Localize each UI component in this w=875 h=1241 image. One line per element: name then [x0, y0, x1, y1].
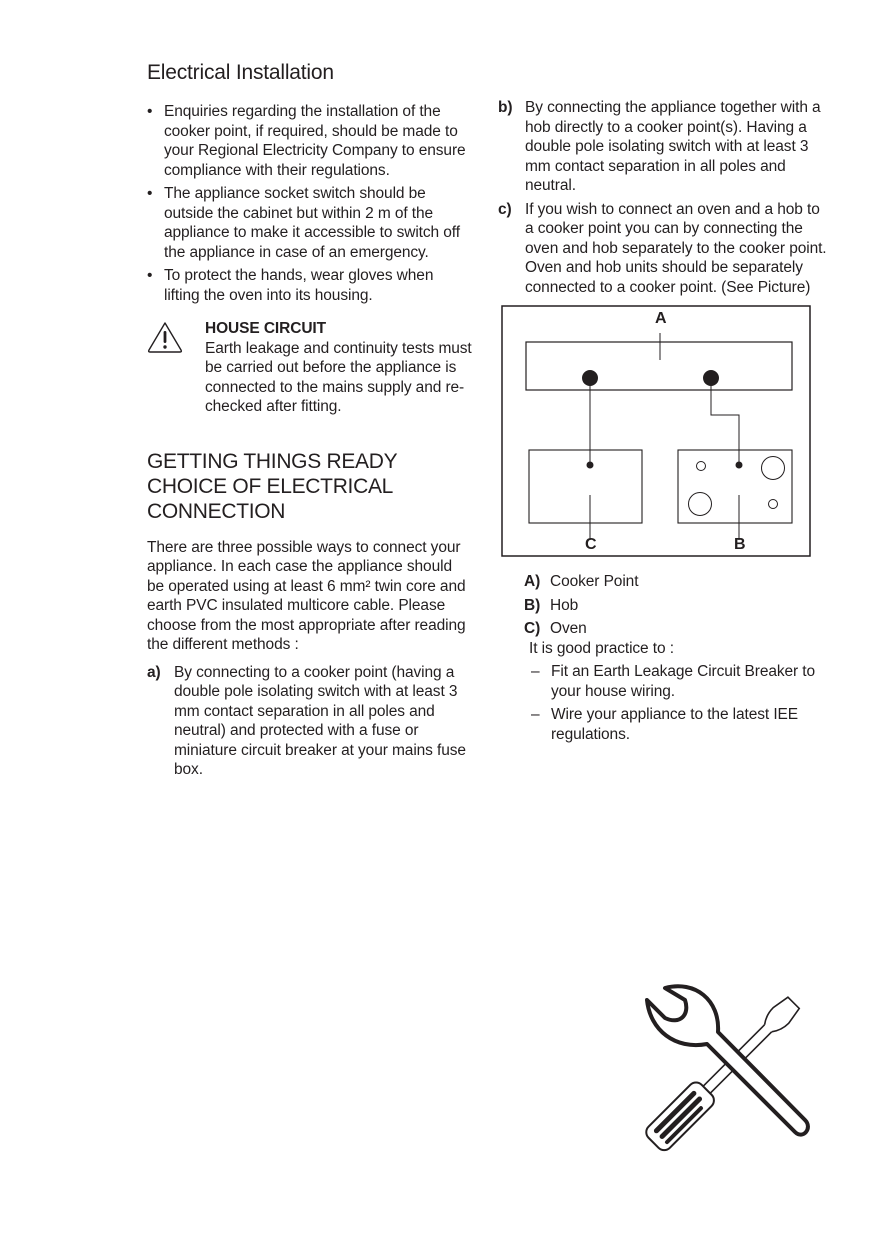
legend-letter: C): [524, 620, 541, 637]
dash-marker: –: [531, 706, 540, 723]
legend-text: Hob: [550, 596, 579, 614]
warning-text: Earth leakage and continuity tests must be carried out before the appliance is connected to the mains supply and re-checked after fitting.: [205, 339, 472, 415]
warning-body: [205, 319, 472, 417]
method-c: [498, 200, 828, 298]
method-letter: b): [498, 99, 513, 116]
legend-text: Oven: [550, 620, 587, 637]
good-practice-item: [529, 705, 828, 744]
dash-marker: –: [531, 663, 540, 680]
bullet-item: • Enquiries regarding the installation of the cooker point, if required, should be made to your Regional Electricity Company to ensure compliance with their regulations.: [147, 102, 472, 180]
warning-triangle-icon: [147, 319, 205, 417]
diagram-legend: [524, 572, 828, 744]
diagram-label-c: C: [585, 536, 597, 553]
method-letter: c): [498, 200, 512, 218]
method-b: [498, 98, 828, 196]
good-practice-item: [529, 662, 828, 701]
installation-bullets: [147, 102, 472, 305]
legend-text: Cooker Point: [550, 573, 639, 590]
good-practice-text: Fit an Earth Leakage Circuit Breaker to your house wiring.: [551, 663, 816, 700]
chapter-title-line: CONNECTION: [147, 499, 286, 523]
method-text: By connecting the appliance together with a hob directly to a cooker point(s). Having a double pole isolating switch with at least 3 mm contact separation in all poles and neutral.: [525, 99, 821, 194]
good-practice-text: Wire your appliance to the latest IEE regulations.: [551, 706, 799, 743]
intro-paragraph: There are three possible ways to connect your appliance. In each case the appliance should be operated using at least 6 mm² twin core and earth PVC insulated multicore cable. Please choose from the most appropriate after reading the different methods :: [147, 538, 466, 653]
chapter-title-line: GETTING THINGS READY: [147, 449, 398, 473]
good-practice: [529, 639, 828, 745]
section-title: Electrical Installation: [147, 61, 334, 84]
diagram-label-a: A: [655, 310, 667, 327]
warning-title: HOUSE CIRCUIT: [205, 320, 326, 337]
legend-letter: A): [524, 573, 541, 590]
legend-item: [524, 572, 828, 592]
connection-diagram: [501, 305, 828, 562]
method-a: [147, 663, 472, 780]
good-practice-intro: It is good practice to :: [529, 639, 674, 657]
wrench-screwdriver-icon: [625, 970, 825, 1175]
legend-item: [524, 596, 828, 616]
bullet-item: • The appliance socket switch should be outside the cabinet but within 2 m of the appliance to make it accessible to switch off the appliance in case of an emergency.: [147, 184, 472, 262]
method-text: If you wish to connect an oven and a hob to a cooker point you can by connecting the oven and hob separately to the cooker point. Oven and hob units should be separately connected to a cooker point. (See Picture): [525, 200, 827, 296]
legend-item: [524, 619, 828, 639]
house-circuit-warning: [147, 319, 472, 417]
diagram-label-b: B: [734, 536, 746, 553]
chapter-title-line: CHOICE OF ELECTRICAL: [147, 474, 394, 498]
bullet-item: • To protect the hands, wear gloves when lifting the oven into its housing.: [147, 266, 472, 305]
chapter-title: [147, 449, 472, 524]
method-text: By connecting to a cooker point (having a double pole isolating switch with at least 3 mm contact separation in all poles and neutral) and protected with a fuse or miniature circuit breaker at your mains fuse box.: [174, 663, 466, 778]
right-column: [498, 98, 828, 744]
legend-letter: B): [524, 596, 541, 614]
left-column: [147, 60, 472, 784]
method-letter: a): [147, 663, 161, 681]
